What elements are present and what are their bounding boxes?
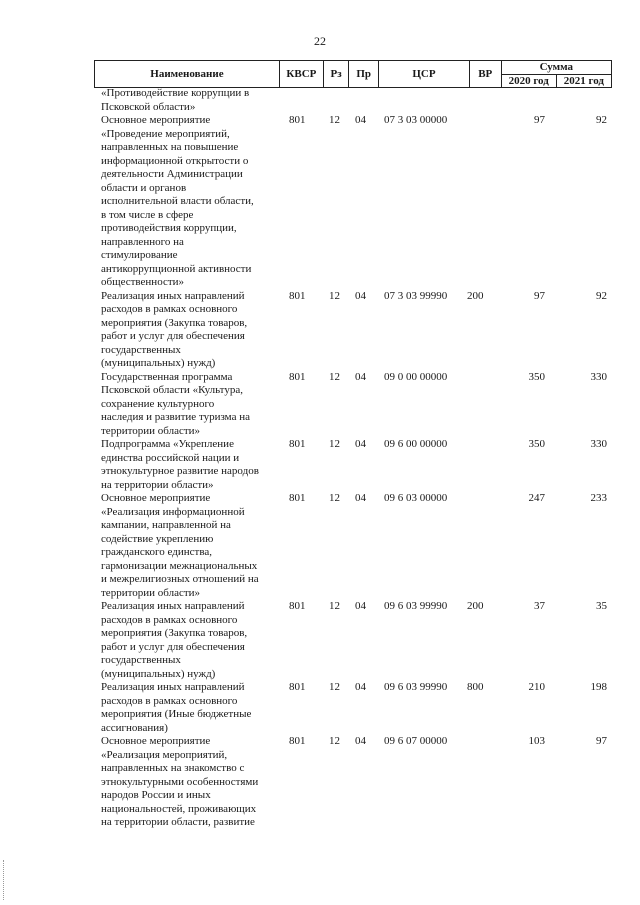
header-year-2021: 2021 год <box>556 74 611 88</box>
row-vr: 200 <box>467 600 484 612</box>
header-rz: Рз <box>323 61 349 88</box>
row-rz: 12 <box>329 735 340 747</box>
row-sum-2020: 97 <box>534 289 545 302</box>
row-sum-2021: 92 <box>596 114 607 126</box>
row-sum-2021: 330 <box>590 438 607 450</box>
row-rz: 12 <box>329 492 340 504</box>
row-name: Государственная программа Псковской области «Культура, сохранение культурного наследия и развитие туризма на территории области» <box>101 370 250 437</box>
row-sum-2021: 92 <box>596 289 607 302</box>
row-pr: 04 <box>355 438 366 450</box>
table-row <box>101 438 611 492</box>
row-name: Основное мероприятие «Реализация информационной кампании, направленной на содействие укреплению гражданского единства, гармонизации межнациональных и межрелигиозных отношений на территории области» <box>101 492 259 599</box>
row-vr: 800 <box>467 681 484 693</box>
row-csr: 09 6 00 00000 <box>384 438 448 450</box>
row-kvsr: 801 <box>289 600 306 612</box>
row-sum-2021: 330 <box>590 370 607 383</box>
row-csr: 09 0 00 00000 <box>384 370 448 383</box>
row-sum-2021: 97 <box>596 735 607 747</box>
table-body <box>101 87 611 830</box>
header-year-2020: 2020 год <box>501 74 556 88</box>
header-pr: Пр <box>349 61 379 88</box>
table-row <box>101 114 611 290</box>
row-pr: 04 <box>355 114 366 126</box>
table-row <box>101 735 611 830</box>
row-csr: 07 3 03 99990 <box>384 289 448 302</box>
row-sum-2020: 103 <box>528 735 545 747</box>
row-name: «Противодействие коррупции в Псковской области» <box>101 87 250 113</box>
row-rz: 12 <box>329 289 340 302</box>
row-sum-2020: 247 <box>528 492 545 504</box>
header-kvsr: КВСР <box>279 61 323 88</box>
row-kvsr: 801 <box>289 492 306 504</box>
table-row <box>101 290 611 371</box>
row-sum-2021: 233 <box>590 492 607 504</box>
header-csr: ЦСР <box>379 61 470 88</box>
table-row <box>101 681 611 735</box>
row-name: Реализация иных направлений расходов в рамках основного мероприятия (Закупка товаров, работ и услуг для обеспечения государственных (муниципальных) нужд) <box>101 600 248 680</box>
row-pr: 04 <box>355 289 366 302</box>
row-kvsr: 801 <box>289 681 306 693</box>
row-rz: 12 <box>329 600 340 612</box>
row-pr: 04 <box>355 370 366 383</box>
table-row <box>101 87 611 114</box>
row-kvsr: 801 <box>289 289 306 302</box>
row-csr: 07 3 03 00000 <box>384 114 448 126</box>
row-kvsr: 801 <box>289 114 306 126</box>
table-row <box>101 600 611 681</box>
row-sum-2021: 198 <box>590 681 607 693</box>
row-sum-2020: 210 <box>528 681 545 693</box>
row-name: Реализация иных направлений расходов в рамках основного мероприятия (Иные бюджетные ассигнования) <box>101 681 252 734</box>
row-csr: 09 6 03 99990 <box>384 600 448 612</box>
table-header <box>94 60 612 88</box>
row-sum-2020: 37 <box>534 600 545 612</box>
row-vr: 200 <box>467 289 484 302</box>
row-rz: 12 <box>329 681 340 693</box>
header-name: Наименование <box>95 61 280 88</box>
row-rz: 12 <box>329 114 340 126</box>
row-kvsr: 801 <box>289 438 306 450</box>
row-sum-2021: 35 <box>596 600 607 612</box>
row-sum-2020: 350 <box>528 438 545 450</box>
row-csr: 09 6 03 00000 <box>384 492 448 504</box>
row-csr: 09 6 07 00000 <box>384 735 448 747</box>
row-kvsr: 801 <box>289 735 306 747</box>
row-name: Основное мероприятие «Проведение мероприятий, направленных на повышение информационной открытости о деятельности Администрации области и органов исполнительной власти области, в том числе в сфере противодействия коррупции, направленного на стимулирование антикоррупционной активности общественности» <box>101 114 254 288</box>
row-rz: 12 <box>329 438 340 450</box>
row-name: Реализация иных направлений расходов в рамках основного мероприятия (Закупка товаров, работ и услуг для обеспечения государственных (муниципальных) нужд) <box>101 289 248 369</box>
row-pr: 04 <box>355 735 366 747</box>
row-pr: 04 <box>355 681 366 693</box>
table-row <box>101 492 611 600</box>
row-name: Основное мероприятие «Реализация мероприятий, направленных на знакомство с этнокультурными особенностями народов России и иных национальностей, проживающих на территории области, развитие <box>101 735 259 828</box>
row-pr: 04 <box>355 492 366 504</box>
row-csr: 09 6 03 99990 <box>384 681 448 693</box>
scan-margin-mark <box>3 860 5 900</box>
row-name: Подпрограмма «Укрепление единства российской нации и этнокультурное развитие народов на территории области» <box>101 438 259 491</box>
row-kvsr: 801 <box>289 370 306 383</box>
row-sum-2020: 350 <box>528 370 545 383</box>
header-vr: ВР <box>469 61 501 88</box>
header-sum: Сумма <box>501 61 611 75</box>
row-rz: 12 <box>329 370 340 383</box>
page-number: 22 <box>314 34 326 48</box>
row-pr: 04 <box>355 600 366 612</box>
row-sum-2020: 97 <box>534 114 545 126</box>
table-row <box>101 371 611 439</box>
